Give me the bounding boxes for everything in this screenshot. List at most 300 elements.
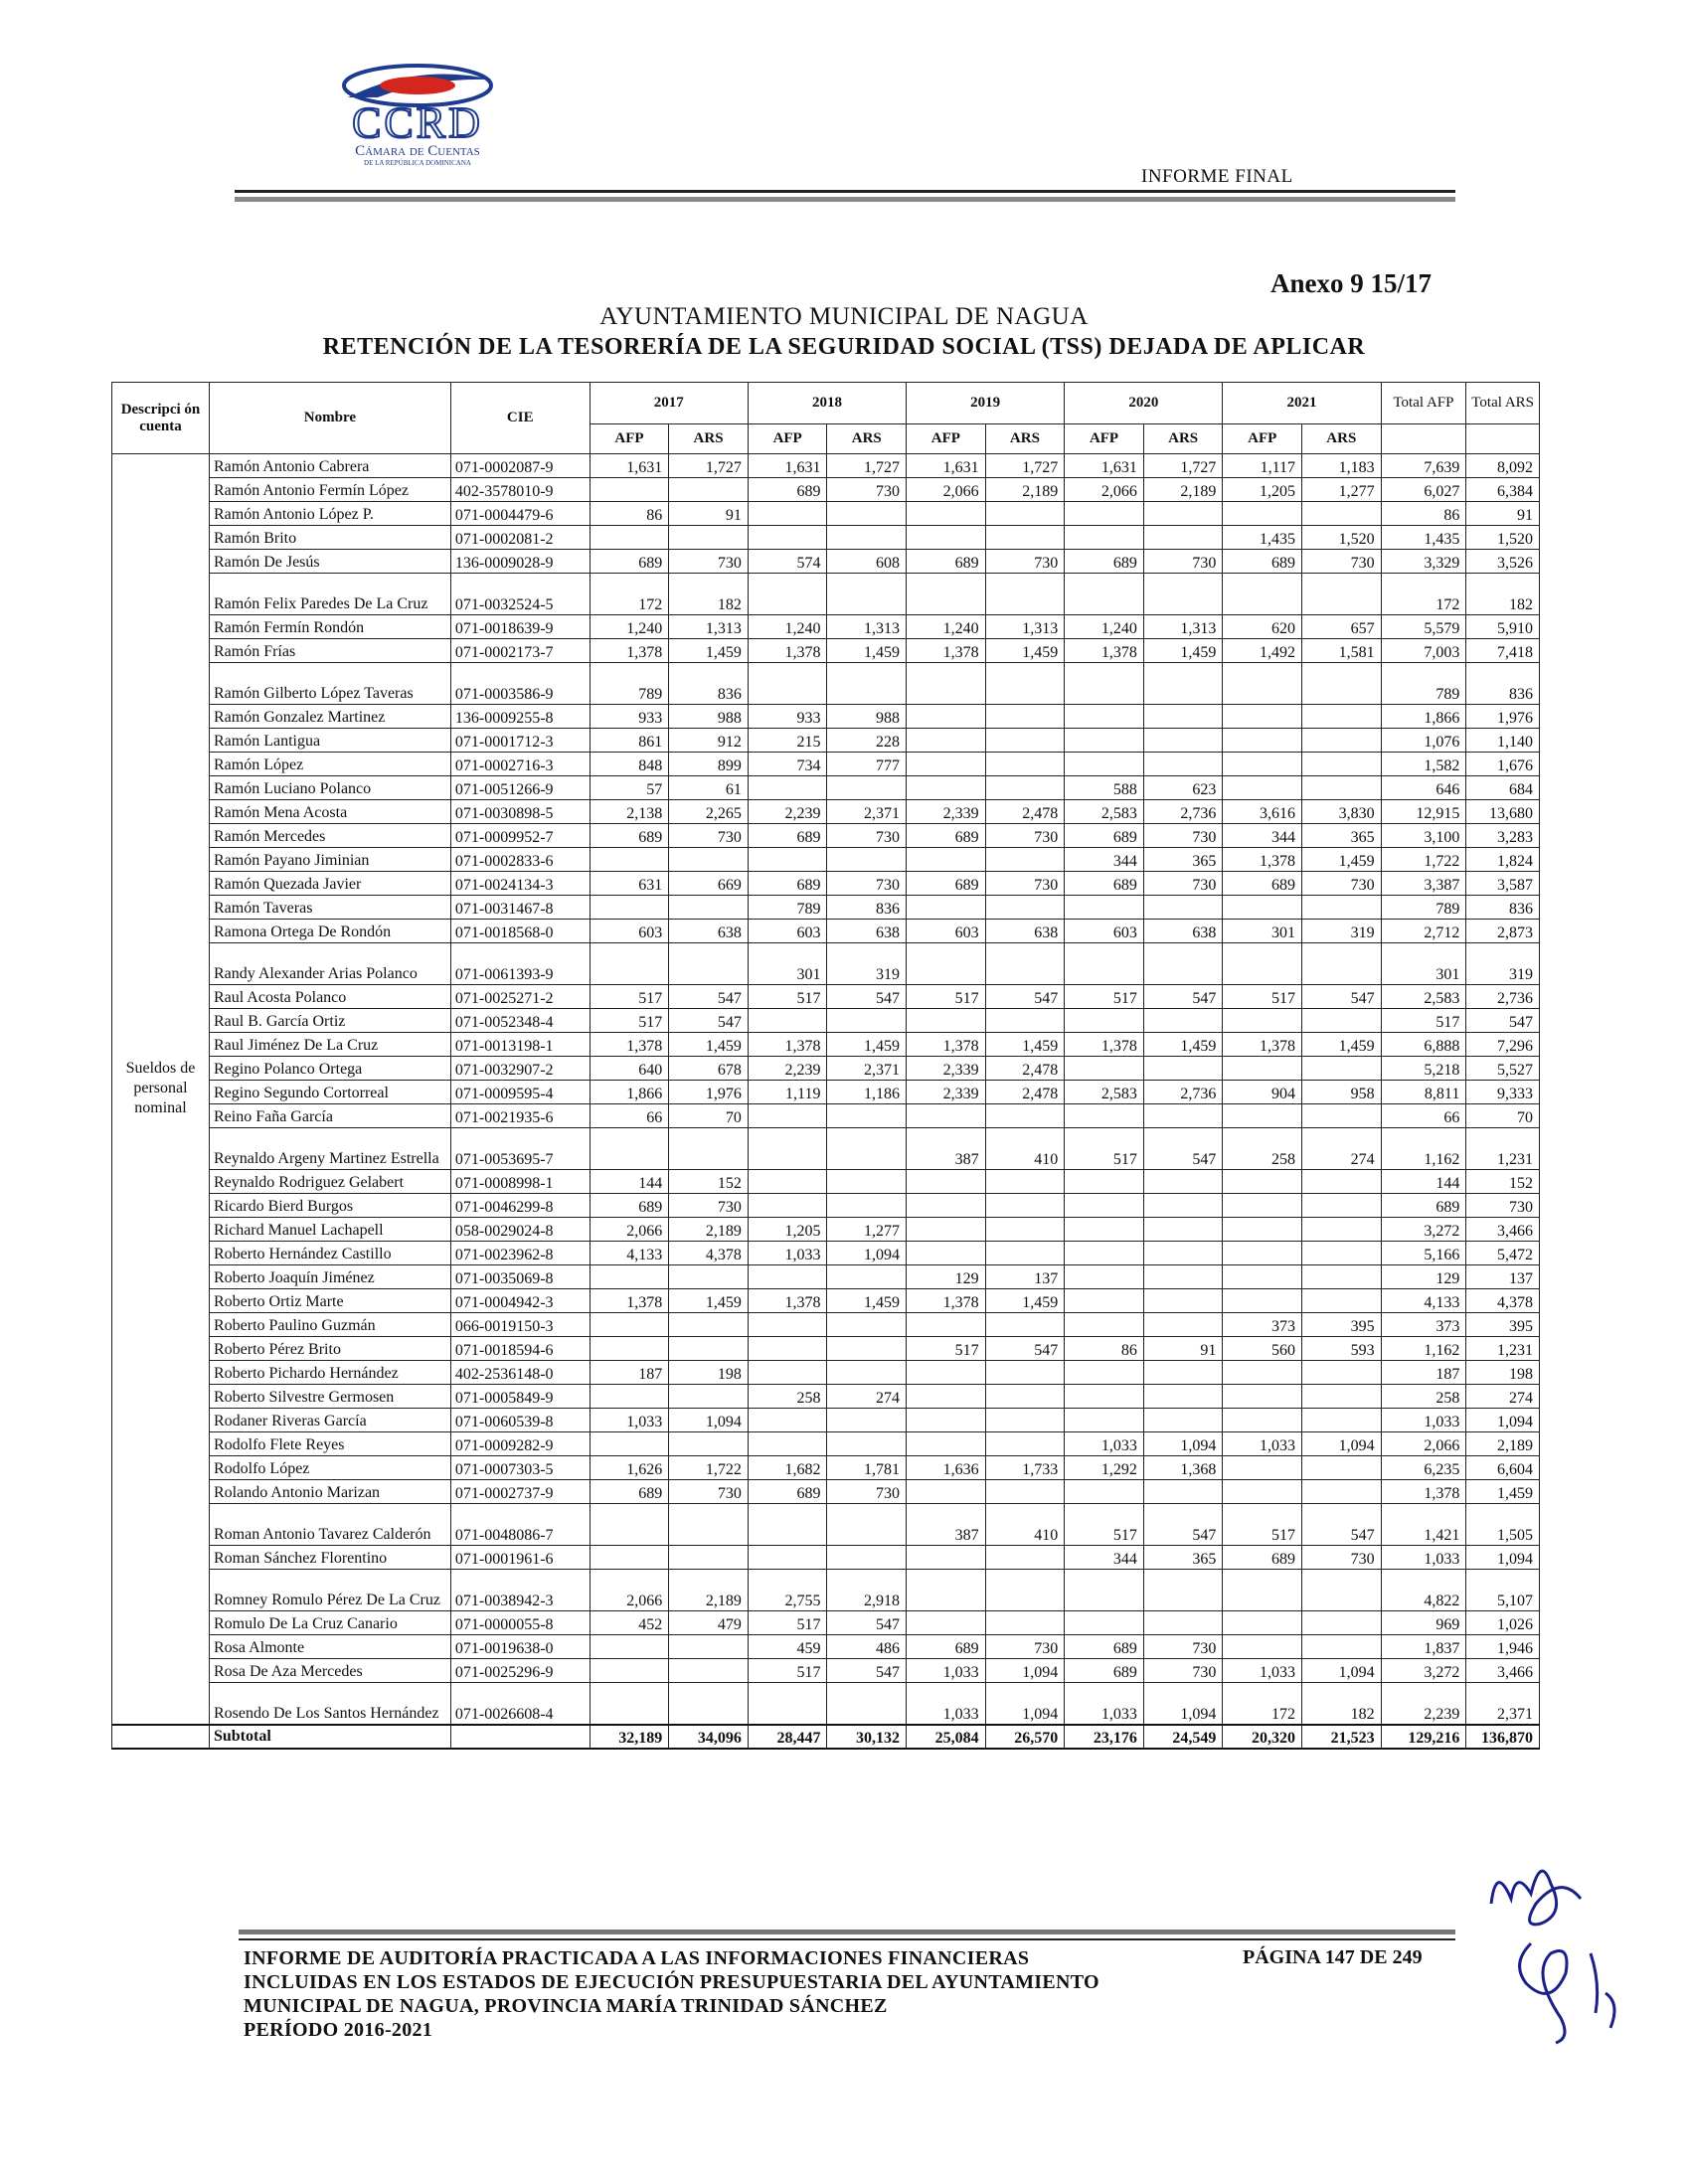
amount-cell: 1,520 <box>1466 526 1540 550</box>
employee-cie: 071-0009952-7 <box>450 824 590 848</box>
amount-cell: 689 <box>590 824 669 848</box>
table-row <box>112 1456 1540 1480</box>
amount-cell <box>1302 1385 1382 1409</box>
amount-cell <box>985 848 1065 872</box>
amount-cell: 3,616 <box>1223 800 1302 824</box>
amount-cell: 657 <box>1302 615 1382 639</box>
amount-cell: 861 <box>590 729 669 753</box>
employee-cie: 071-0005849-9 <box>450 1385 590 1409</box>
amount-cell: 3,329 <box>1381 550 1466 574</box>
amount-cell <box>1065 943 1144 985</box>
subtotal-amount: 129,216 <box>1381 1725 1466 1749</box>
amount-cell: 1,183 <box>1302 454 1382 478</box>
amount-cell: 410 <box>985 1504 1065 1546</box>
amount-cell <box>1223 729 1302 753</box>
employee-cie: 071-0052348-4 <box>450 1009 590 1033</box>
employee-name: Ricardo Bierd Burgos <box>209 1194 450 1218</box>
amount-cell: 1,722 <box>669 1456 749 1480</box>
amount-cell: 344 <box>1065 848 1144 872</box>
amount-cell: 1,205 <box>748 1218 827 1242</box>
amount-cell: 1,976 <box>1466 705 1540 729</box>
amount-cell <box>1302 1170 1382 1194</box>
amount-cell: 137 <box>985 1265 1065 1289</box>
amount-cell <box>985 896 1065 920</box>
amount-cell: 789 <box>590 663 669 705</box>
employee-cie: 402-2536148-0 <box>450 1361 590 1385</box>
amount-cell: 1,781 <box>827 1456 907 1480</box>
amount-cell: 1,631 <box>590 454 669 478</box>
table-row <box>112 753 1540 776</box>
amount-cell <box>669 1683 749 1725</box>
amount-cell <box>1143 526 1223 550</box>
amount-cell <box>827 1546 907 1570</box>
employee-name: Roberto Ortiz Marte <box>209 1289 450 1313</box>
employee-name: Ramón Gonzalez Martinez <box>209 705 450 729</box>
amount-cell <box>1302 729 1382 753</box>
employee-cie: 066-0019150-3 <box>450 1313 590 1337</box>
amount-cell <box>669 1128 749 1170</box>
table-row <box>112 1570 1540 1611</box>
employee-name: Roberto Joaquín Jiménez <box>209 1265 450 1289</box>
subtotal-amount: 28,447 <box>748 1725 827 1749</box>
amount-cell <box>907 1409 986 1432</box>
amount-cell: 933 <box>748 705 827 729</box>
amount-cell: 2,478 <box>985 800 1065 824</box>
amount-cell: 1,094 <box>1302 1659 1382 1683</box>
amount-cell: 1,459 <box>827 1289 907 1313</box>
amount-cell: 7,003 <box>1381 639 1466 663</box>
header-year-2020: 2020 <box>1065 383 1223 424</box>
amount-cell: 5,910 <box>1466 615 1540 639</box>
amount-cell <box>1143 1265 1223 1289</box>
amount-cell <box>748 848 827 872</box>
amount-cell <box>1223 1570 1302 1611</box>
amount-cell <box>1065 1009 1144 1033</box>
amount-cell <box>827 776 907 800</box>
amount-cell: 3,466 <box>1466 1218 1540 1242</box>
amount-cell: 1,378 <box>590 639 669 663</box>
amount-cell: 2,066 <box>907 478 986 502</box>
amount-cell: 2,239 <box>748 800 827 824</box>
amount-cell <box>1223 1611 1302 1635</box>
amount-cell <box>907 943 986 985</box>
amount-cell <box>669 1337 749 1361</box>
amount-cell <box>1223 753 1302 776</box>
amount-cell <box>1302 1242 1382 1265</box>
amount-cell <box>1143 1570 1223 1611</box>
amount-cell: 1,033 <box>907 1683 986 1725</box>
header-afp: AFP <box>1223 424 1302 454</box>
employee-name: Ramón Antonio Fermín López <box>209 478 450 502</box>
amount-cell: 2,066 <box>1065 478 1144 502</box>
amount-cell <box>1302 663 1382 705</box>
amount-cell: 182 <box>1466 574 1540 615</box>
amount-cell <box>907 574 986 615</box>
amount-cell: 730 <box>985 550 1065 574</box>
employee-cie: 071-0031467-8 <box>450 896 590 920</box>
amount-cell <box>748 1361 827 1385</box>
amount-cell <box>590 526 669 550</box>
amount-cell: 1,824 <box>1466 848 1540 872</box>
amount-cell: 547 <box>827 985 907 1009</box>
footer-rule-line <box>239 1938 1455 1940</box>
amount-cell <box>985 1104 1065 1128</box>
amount-cell: 836 <box>1466 663 1540 705</box>
amount-cell <box>748 1432 827 1456</box>
amount-cell <box>1302 1265 1382 1289</box>
amount-cell: 2,189 <box>985 478 1065 502</box>
amount-cell <box>1143 1289 1223 1313</box>
amount-cell: 689 <box>1065 824 1144 848</box>
amount-cell: 1,492 <box>1223 639 1302 663</box>
amount-cell <box>907 1313 986 1337</box>
amount-cell: 1,240 <box>590 615 669 639</box>
employee-cie: 058-0029024-8 <box>450 1218 590 1242</box>
amount-cell <box>1143 1104 1223 1128</box>
amount-cell <box>748 1409 827 1432</box>
subtotal-amount: 136,870 <box>1466 1725 1540 1749</box>
amount-cell <box>907 1361 986 1385</box>
amount-cell <box>669 478 749 502</box>
table-row <box>112 1659 1540 1683</box>
amount-cell <box>748 776 827 800</box>
header-ars: ARS <box>827 424 907 454</box>
header-year-2018: 2018 <box>748 383 906 424</box>
amount-cell: 1,094 <box>827 1242 907 1265</box>
amount-cell <box>1065 526 1144 550</box>
amount-cell <box>590 848 669 872</box>
amount-cell <box>985 1170 1065 1194</box>
amount-cell: 1,292 <box>1065 1456 1144 1480</box>
amount-cell: 301 <box>1381 943 1466 985</box>
amount-cell: 547 <box>1302 985 1382 1009</box>
amount-cell: 172 <box>1223 1683 1302 1725</box>
amount-cell <box>827 574 907 615</box>
document-title: AYUNTAMIENTO MUNICIPAL DE NAGUA <box>599 303 1089 330</box>
amount-cell <box>1065 729 1144 753</box>
employee-cie: 071-0024134-3 <box>450 872 590 896</box>
amount-cell: 730 <box>1143 872 1223 896</box>
amount-cell <box>748 1546 827 1570</box>
amount-cell: 1,205 <box>1223 478 1302 502</box>
amount-cell: 1,378 <box>907 1033 986 1057</box>
amount-cell <box>1223 1361 1302 1385</box>
amount-cell: 1,094 <box>1466 1409 1540 1432</box>
amount-cell: 777 <box>827 753 907 776</box>
amount-cell: 1,976 <box>669 1081 749 1104</box>
amount-cell: 730 <box>669 550 749 574</box>
employee-name: Ramón De Jesús <box>209 550 450 574</box>
amount-cell: 689 <box>1065 1659 1144 1683</box>
amount-cell <box>827 1128 907 1170</box>
amount-cell <box>1143 1170 1223 1194</box>
amount-cell: 152 <box>669 1170 749 1194</box>
header-ars: ARS <box>1143 424 1223 454</box>
amount-cell: 1,727 <box>827 454 907 478</box>
table-row <box>112 729 1540 753</box>
header-ars: ARS <box>669 424 749 454</box>
amount-cell <box>1143 1385 1223 1409</box>
amount-cell: 1,520 <box>1302 526 1382 550</box>
table-row <box>112 1265 1540 1289</box>
amount-cell: 1,140 <box>1466 729 1540 753</box>
table-row <box>112 1385 1540 1409</box>
table-row <box>112 848 1540 872</box>
amount-cell <box>827 1337 907 1361</box>
amount-cell: 1,581 <box>1302 639 1382 663</box>
amount-cell <box>1223 1242 1302 1265</box>
amount-cell <box>907 1218 986 1242</box>
amount-cell: 8,092 <box>1466 454 1540 478</box>
amount-cell: 66 <box>1381 1104 1466 1128</box>
logo-acronym: CCRD <box>352 98 483 147</box>
header-name: Nombre <box>209 383 450 454</box>
amount-cell <box>1143 1409 1223 1432</box>
amount-cell: 2,189 <box>669 1218 749 1242</box>
amount-cell <box>827 1009 907 1033</box>
employee-name: Ramón Felix Paredes De La Cruz <box>209 574 450 615</box>
amount-cell <box>1223 896 1302 920</box>
amount-cell: 91 <box>1466 502 1540 526</box>
amount-cell: 1,459 <box>1302 1033 1382 1057</box>
amount-cell: 3,526 <box>1466 550 1540 574</box>
amount-cell <box>590 478 669 502</box>
amount-cell: 459 <box>748 1635 827 1659</box>
amount-cell: 1,378 <box>748 1033 827 1057</box>
amount-cell: 640 <box>590 1057 669 1081</box>
amount-cell <box>1302 705 1382 729</box>
amount-cell: 1,378 <box>590 1033 669 1057</box>
amount-cell: 547 <box>669 985 749 1009</box>
amount-cell <box>985 753 1065 776</box>
amount-cell: 689 <box>907 1635 986 1659</box>
table-row <box>112 705 1540 729</box>
amount-cell <box>1223 1265 1302 1289</box>
amount-cell <box>669 1504 749 1546</box>
document-subtitle: RETENCIÓN DE LA TESORERÍA DE LA SEGURIDAD SOCIAL (TSS) DEJADA DE APLICAR <box>322 334 1366 360</box>
amount-cell: 2,736 <box>1143 1081 1223 1104</box>
amount-cell: 689 <box>907 824 986 848</box>
amount-cell: 4,822 <box>1381 1570 1466 1611</box>
logo-line1: Cámara de Cuentas <box>355 143 480 159</box>
amount-cell <box>1143 943 1223 985</box>
amount-cell <box>1065 1385 1144 1409</box>
table-row <box>112 776 1540 800</box>
amount-cell <box>1223 1104 1302 1128</box>
employee-name: Ramón Taveras <box>209 896 450 920</box>
amount-cell: 129 <box>907 1265 986 1289</box>
amount-cell: 730 <box>1302 872 1382 896</box>
table-row <box>112 526 1540 550</box>
amount-cell: 274 <box>1466 1385 1540 1409</box>
subtotal-amount: 23,176 <box>1065 1725 1144 1749</box>
amount-cell: 848 <box>590 753 669 776</box>
amount-cell: 1,378 <box>1223 848 1302 872</box>
amount-cell <box>1223 574 1302 615</box>
amount-cell: 517 <box>1065 1504 1144 1546</box>
header-afp: AFP <box>1065 424 1144 454</box>
amount-cell: 1,435 <box>1223 526 1302 550</box>
amount-cell <box>1065 896 1144 920</box>
table-row <box>112 1611 1540 1635</box>
amount-cell: 70 <box>1466 1104 1540 1128</box>
table-row <box>112 1057 1540 1081</box>
table-row <box>112 1313 1540 1337</box>
amount-cell: 1,459 <box>985 639 1065 663</box>
subtotal-amount: 32,189 <box>590 1725 669 1749</box>
amount-cell: 517 <box>907 985 986 1009</box>
amount-cell: 344 <box>1065 1546 1144 1570</box>
amount-cell <box>1223 1194 1302 1218</box>
employee-name: Rosendo De Los Santos Hernández <box>209 1683 450 1725</box>
amount-cell: 91 <box>669 502 749 526</box>
amount-cell: 689 <box>590 550 669 574</box>
amount-cell: 187 <box>1381 1361 1466 1385</box>
amount-cell <box>1302 502 1382 526</box>
amount-cell: 1,459 <box>669 639 749 663</box>
amount-cell <box>590 1546 669 1570</box>
amount-cell: 689 <box>748 872 827 896</box>
amount-cell <box>669 1635 749 1659</box>
footer-line: PERÍODO 2016-2021 <box>244 2019 433 2041</box>
ccrd-logo <box>308 58 547 172</box>
amount-cell: 319 <box>1302 920 1382 943</box>
amount-cell: 258 <box>1223 1128 1302 1170</box>
amount-cell <box>1223 1170 1302 1194</box>
employee-name: Ramón Mena Acosta <box>209 800 450 824</box>
table-row <box>112 1009 1540 1033</box>
amount-cell <box>907 1385 986 1409</box>
amount-cell: 1,631 <box>748 454 827 478</box>
amount-cell <box>827 1194 907 1218</box>
amount-cell <box>1223 776 1302 800</box>
amount-cell: 623 <box>1143 776 1223 800</box>
table-row <box>112 1218 1540 1242</box>
table-row <box>112 615 1540 639</box>
table-row <box>112 1480 1540 1504</box>
footer-rule <box>239 1930 1455 1934</box>
table-row <box>112 1104 1540 1128</box>
amount-cell: 547 <box>985 985 1065 1009</box>
amount-cell: 7,639 <box>1381 454 1466 478</box>
amount-cell <box>1143 729 1223 753</box>
amount-cell: 1,094 <box>1143 1432 1223 1456</box>
amount-cell: 301 <box>1223 920 1302 943</box>
amount-cell <box>1223 663 1302 705</box>
subtotal-row <box>112 1725 1540 1749</box>
amount-cell <box>985 526 1065 550</box>
amount-cell: 730 <box>827 478 907 502</box>
amount-cell: 2,755 <box>748 1570 827 1611</box>
amount-cell <box>827 1104 907 1128</box>
table-row <box>112 1409 1540 1432</box>
header-cie: CIE <box>450 383 590 454</box>
amount-cell: 689 <box>1223 550 1302 574</box>
employee-name: Regino Polanco Ortega <box>209 1057 450 1081</box>
amount-cell <box>1065 574 1144 615</box>
amount-cell <box>748 1313 827 1337</box>
amount-cell <box>1143 1057 1223 1081</box>
amount-cell <box>1302 1361 1382 1385</box>
amount-cell: 1,033 <box>748 1242 827 1265</box>
header-rule <box>235 190 1455 193</box>
account-description: Sueldos de personal nominal <box>112 454 210 1725</box>
amount-cell <box>907 526 986 550</box>
employee-name: Reynaldo Argeny Martinez Estrella <box>209 1128 450 1170</box>
amount-cell: 836 <box>669 663 749 705</box>
amount-cell <box>827 1265 907 1289</box>
footer-text <box>244 1946 1099 2042</box>
amount-cell: 730 <box>985 872 1065 896</box>
amount-cell: 620 <box>1223 615 1302 639</box>
table-row <box>112 1170 1540 1194</box>
amount-cell: 730 <box>1143 1635 1223 1659</box>
amount-cell <box>907 705 986 729</box>
employee-cie: 071-0018568-0 <box>450 920 590 943</box>
amount-cell <box>1302 1635 1382 1659</box>
amount-cell <box>985 1009 1065 1033</box>
amount-cell <box>1302 896 1382 920</box>
amount-cell <box>1143 1009 1223 1033</box>
amount-cell: 2,239 <box>1381 1683 1466 1725</box>
employee-cie: 071-0013198-1 <box>450 1033 590 1057</box>
amount-cell <box>907 1611 986 1635</box>
employee-cie: 071-0003586-9 <box>450 663 590 705</box>
amount-cell: 836 <box>827 896 907 920</box>
amount-cell: 7,418 <box>1466 639 1540 663</box>
amount-cell: 1,727 <box>669 454 749 478</box>
employee-cie: 071-0002087-9 <box>450 454 590 478</box>
table-row <box>112 872 1540 896</box>
employee-cie: 136-0009255-8 <box>450 705 590 729</box>
retention-table <box>111 382 1540 1750</box>
logo-line2: de la República Dominicana <box>364 159 471 167</box>
employee-name: Rodolfo López <box>209 1456 450 1480</box>
amount-cell <box>985 705 1065 729</box>
amount-cell <box>907 1009 986 1033</box>
amount-cell: 912 <box>669 729 749 753</box>
employee-name: Roberto Pichardo Hernández <box>209 1361 450 1385</box>
amount-cell: 70 <box>669 1104 749 1128</box>
amount-cell: 2,583 <box>1065 800 1144 824</box>
amount-cell <box>1143 574 1223 615</box>
amount-cell: 410 <box>985 1128 1065 1170</box>
amount-cell: 789 <box>1381 896 1466 920</box>
employee-name: Rosa Almonte <box>209 1635 450 1659</box>
amount-cell <box>748 574 827 615</box>
amount-cell <box>1143 1218 1223 1242</box>
amount-cell: 1,162 <box>1381 1128 1466 1170</box>
amount-cell <box>1143 896 1223 920</box>
subtotal-amount: 24,549 <box>1143 1725 1223 1749</box>
amount-cell: 730 <box>827 872 907 896</box>
amount-cell: 274 <box>1302 1128 1382 1170</box>
employee-cie: 071-0026608-4 <box>450 1683 590 1725</box>
amount-cell: 1,676 <box>1466 753 1540 776</box>
amount-cell: 836 <box>1466 896 1540 920</box>
amount-cell: 1,636 <box>907 1456 986 1480</box>
amount-cell: 57 <box>590 776 669 800</box>
amount-cell <box>669 1546 749 1570</box>
amount-cell: 2,736 <box>1143 800 1223 824</box>
amount-cell: 547 <box>1302 1504 1382 1546</box>
amount-cell: 560 <box>1223 1337 1302 1361</box>
amount-cell <box>1302 753 1382 776</box>
amount-cell: 1,682 <box>748 1456 827 1480</box>
amount-cell <box>669 848 749 872</box>
footer-line: INCLUIDAS EN LOS ESTADOS DE EJECUCIÓN PRESUPUESTARIA DEL AYUNTAMIENTO <box>244 1971 1099 1993</box>
header-year-2019: 2019 <box>907 383 1065 424</box>
